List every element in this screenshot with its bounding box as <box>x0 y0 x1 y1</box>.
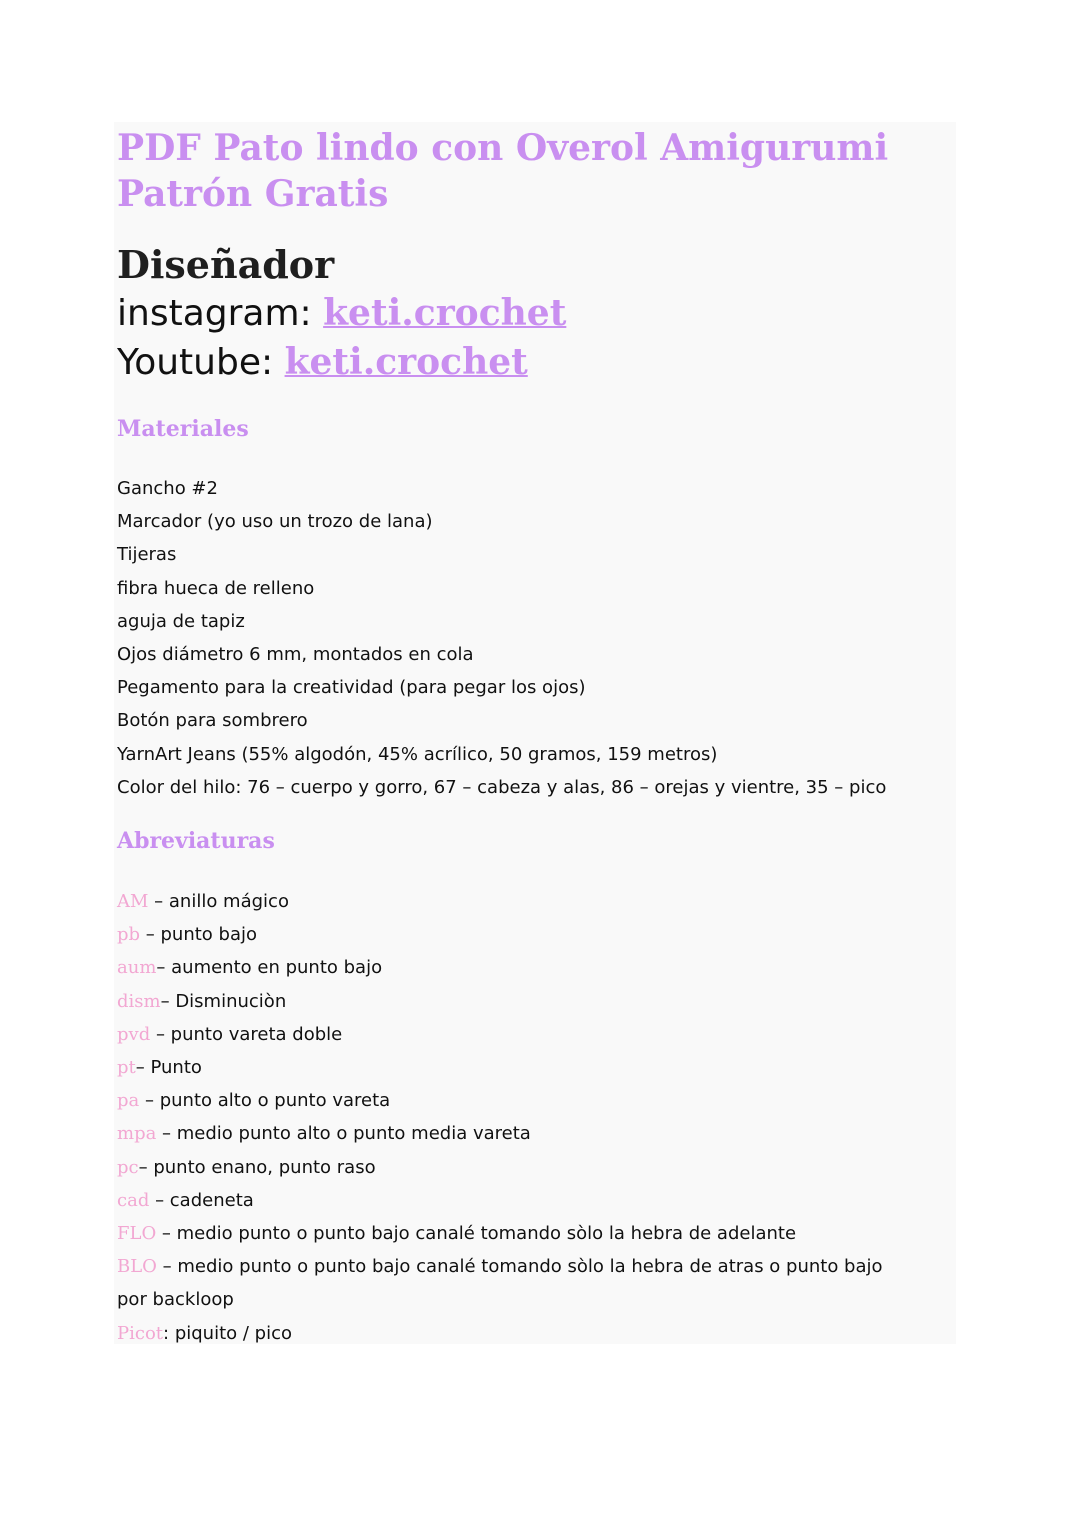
abbreviation-item <box>117 918 917 951</box>
abbreviation-term: cad <box>117 1189 150 1211</box>
abbreviation-item <box>117 1018 917 1051</box>
list-item: Color del hilo: 76 – cuerpo y gorro, 67 – cabeza y alas, 86 – orejas y vientre, 35 – pico <box>117 776 887 798</box>
abbreviation-item <box>117 1184 917 1217</box>
abbreviation-term: AM <box>117 891 149 912</box>
abbreviation-item <box>117 951 917 984</box>
document-page <box>114 122 956 1344</box>
abbreviation-desc: – medio punto alto o punto media vareta <box>156 1123 531 1145</box>
list-item: aguja de tapiz <box>117 610 245 632</box>
abbreviation-item <box>117 885 917 918</box>
abbreviation-term: pvd <box>117 1023 151 1045</box>
youtube-label: Youtube: <box>117 342 285 383</box>
youtube-line <box>117 339 528 386</box>
abbreviation-desc: – Punto <box>135 1057 202 1079</box>
abbreviation-term: pb <box>117 924 141 946</box>
abbreviation-desc: – punto enano, punto raso <box>138 1156 376 1178</box>
abbreviation-term: mpa <box>117 1123 157 1145</box>
list-item: Gancho #2 <box>117 478 218 499</box>
materials-list <box>117 472 886 804</box>
abbreviations-list <box>117 885 917 1350</box>
instagram-line <box>117 290 566 337</box>
abbreviation-term: pt <box>117 1057 136 1079</box>
abbreviation-desc: : piquito / pico <box>163 1322 292 1344</box>
list-item: Tijeras <box>117 544 177 566</box>
abbreviation-desc: – punto alto o punto vareta <box>139 1090 391 1112</box>
abbreviation-desc: – cadeneta <box>149 1189 254 1211</box>
list-item: Pegamento para la creatividad (para pegar los ojos) <box>117 677 586 699</box>
list-item: Botón para sombrero <box>117 710 308 732</box>
abbreviation-item <box>117 1151 917 1184</box>
abbreviation-item <box>117 1317 917 1350</box>
abbreviation-term: Picot <box>117 1322 164 1344</box>
abbreviation-desc: – medio punto o punto bajo canalé tomando sòlo la hebra de atras o punto bajo por backloop <box>117 1256 883 1311</box>
abbreviation-item <box>117 985 917 1018</box>
abbreviation-term: aum <box>117 957 157 979</box>
abbreviation-desc: – punto bajo <box>140 924 257 946</box>
abbreviation-item <box>117 1117 917 1150</box>
instagram-link[interactable]: keti.crochet <box>323 292 567 334</box>
materials-heading: Materiales <box>117 416 249 442</box>
abbreviations-heading: Abreviaturas <box>117 828 275 854</box>
abbreviation-desc: – medio punto o punto bajo canalé tomando sòlo la hebra de adelante <box>156 1223 797 1245</box>
abbreviation-term: FLO <box>117 1223 157 1245</box>
abbreviation-item <box>117 1217 917 1250</box>
abbreviation-item <box>117 1084 917 1117</box>
abbreviation-term: pa <box>117 1090 140 1112</box>
abbreviation-desc: – punto vareta doble <box>150 1023 343 1045</box>
designer-heading: Diseñador <box>117 242 335 287</box>
list-item: Ojos diámetro 6 mm, montados en cola <box>117 644 474 666</box>
list-item: fibra hueca de relleno <box>117 577 315 599</box>
list-item: Marcador (yo uso un trozo de lana) <box>117 511 433 533</box>
abbreviation-desc: – anillo mágico <box>148 891 289 912</box>
list-item: YarnArt Jeans (55% algodón, 45% acrílico, 50 gramos, 159 metros) <box>117 743 718 765</box>
abbreviation-term: dism <box>117 990 161 1012</box>
abbreviation-term: BLO <box>117 1256 157 1278</box>
instagram-label: instagram: <box>117 293 324 334</box>
abbreviation-item <box>117 1051 917 1084</box>
abbreviation-term: pc <box>117 1156 139 1178</box>
youtube-link[interactable]: keti.crochet <box>284 341 528 383</box>
abbreviation-desc: – Disminuciòn <box>160 990 287 1012</box>
abbreviation-desc: – aumento en punto bajo <box>156 957 383 979</box>
abbreviation-item <box>117 1250 917 1316</box>
page-title: PDF Pato lindo con Overol Amigurumi Patrón Gratis <box>117 127 889 215</box>
